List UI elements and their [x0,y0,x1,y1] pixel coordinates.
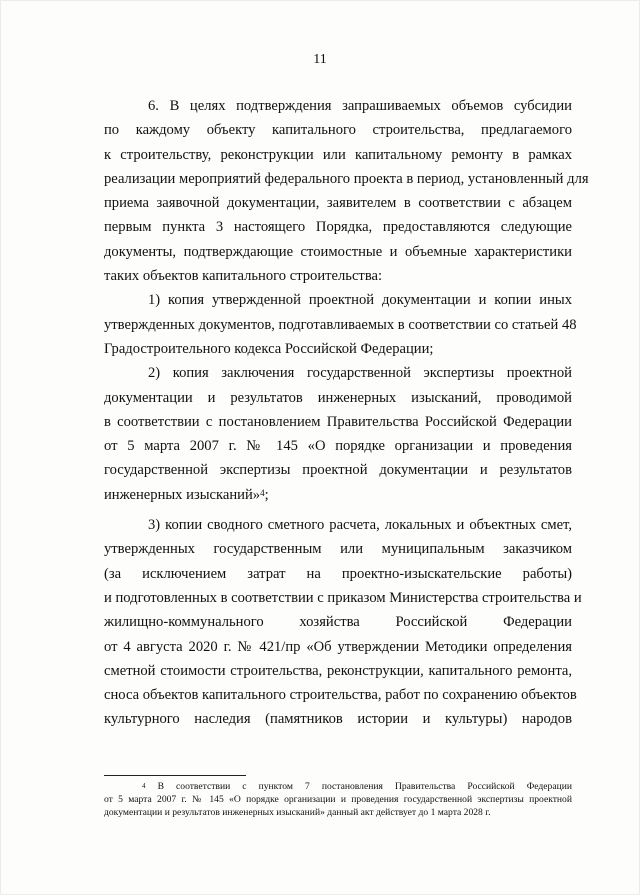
text-line: 6. В целях подтверждения запрашиваемых объемов субсидии [148,98,572,114]
text-line: жилищно-коммунального хозяйства Российской Федерации [104,614,572,631]
text-fragment: инженерных изысканий» [104,486,261,503]
text-line: документы, подтверждающие стоимостные и объемные характеристики [104,243,572,260]
text-line: по каждому объекту капитального строительства, предлагаемого [104,122,572,139]
footnote [104,780,572,819]
text-line [104,483,572,507]
text-line: и подготовленных в соответствии с приказом Министерства строительства и [104,589,582,606]
footnote-marker: 4 [142,782,146,790]
paragraph-6 [104,94,589,288]
text-line: от 5 марта 2007 г. № 145 «О порядке организации и проведения [104,438,572,455]
page-number: 11 [313,52,327,67]
text-line: первым пункта 3 настоящего Порядка, предоставляются следующие [104,219,572,236]
text-line: (за исключением затрат на проектно-изыскательские работы) [104,565,572,582]
footnote-divider [104,775,246,776]
list-item-3 [104,513,582,732]
text-line: 1) копия утвержденной проектной документации и копии иных [148,292,572,309]
text-line: в соответствии с постановлением Правительства Российской Федерации [104,413,572,430]
text-fragment: В соответствии с пунктом 7 постановления Правительства Российской Федерации [157,781,573,792]
document-body [104,94,589,732]
text-line: культурного наследия (памятников истории и культуры) народов [104,711,572,728]
text-line: утвержденных государственным или муниципальным заказчиком [104,541,572,558]
text-line: 3) копии сводного сметного расчета, локальных и объектных смет, [148,517,572,534]
text-line: 2) копия заключения государственной экспертизы проектной [148,365,572,382]
footnote-reference[interactable]: 4 [260,487,265,498]
text-line: сметной стоимости строительства, реконструкции, капитального ремонта, [104,662,572,679]
text-line: приема заявочной документации, заявителем в соответствии с абзацем [104,195,572,212]
text-line: реализации мероприятий федерального проекта в период, установленный для [104,170,589,187]
text-line: Градостроительного кодекса Российской Федерации; [104,340,434,357]
list-item-2 [104,361,572,507]
text-fragment: ; [264,486,269,503]
text-line: государственной экспертизы проектной документации и результатов [104,462,572,479]
footnote-line [104,780,572,793]
footnote-line: от 5 марта 2007 г. № 145 «О порядке организации и проведения государственной экспертизы проектной [104,794,572,805]
footnote-line: документации и результатов инженерных изысканий» данный акт действует до 1 марта 2028 г. [104,807,491,818]
text-line: таких объектов капитального строительства: [104,268,383,285]
text-line: утвержденных документов, подготавливаемых в соответствии со статьей 48 [104,316,577,333]
text-line: сноса объектов капитального строительства, работ по сохранению объектов [104,687,577,704]
text-line: документации и результатов инженерных изысканий, проводимой [104,389,572,406]
list-item-1 [104,288,577,361]
text-line: к строительству, реконструкции или капитальному ремонту в рамках [104,146,572,163]
text-line: от 4 августа 2020 г. № 421/пр «Об утверждении Методики определения [104,638,572,655]
